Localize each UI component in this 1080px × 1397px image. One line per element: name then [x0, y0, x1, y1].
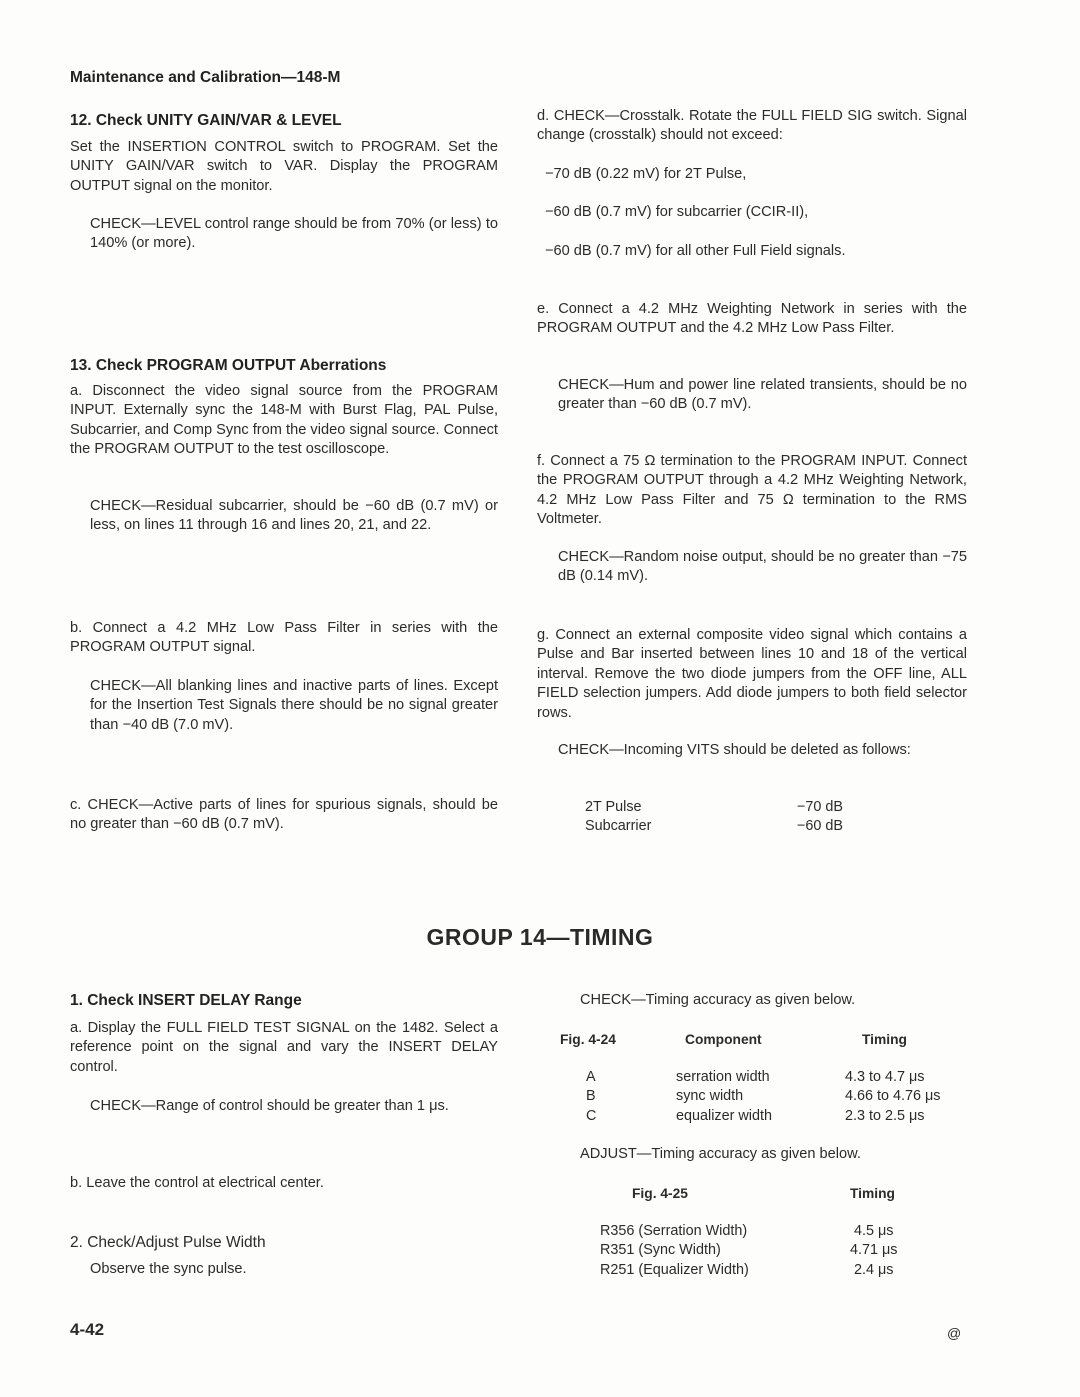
table-cell: B — [586, 1088, 596, 1104]
timing-adjust-table — [600, 1184, 940, 1284]
section-13-title: 13. Check PROGRAM OUTPUT Aberrations — [70, 357, 387, 374]
timing-section-2-title: 2. Check/Adjust Pulse Width — [70, 1234, 266, 1251]
vits-level: −60 dB — [797, 818, 844, 835]
timing-section-1-step-a-check: CHECK—Range of control should be greater than 1 μs. — [90, 1098, 449, 1114]
table-cell: A — [586, 1069, 596, 1085]
vits-level: −70 dB — [797, 799, 844, 815]
step-g-check: CHECK—Incoming VITS should be deleted as follows: — [558, 742, 911, 758]
step-d-item-1: −70 dB (0.22 mV) for 2T Pulse, — [545, 166, 747, 182]
timing-check-table — [560, 1030, 960, 1130]
timing-check-intro: CHECK—Timing accuracy as given below. — [580, 992, 856, 1008]
step-g: g. Connect an external composite video signal which contains a Pulse and Bar inserted between lines 10 and 18 of the vertical interval. Remove the two diode jumpers from the OFF line, ALL FIELD selection jumpers. Add diode jumpers to both field selector rows. — [537, 627, 967, 721]
vits-table — [585, 798, 855, 837]
table-cell: equalizer width — [676, 1108, 772, 1124]
column-header: Timing — [850, 1186, 895, 1201]
copyright-mark: @ — [947, 1325, 962, 1341]
table-cell: 2.4 μs — [854, 1262, 894, 1278]
table-cell: 4.71 μs — [850, 1242, 898, 1258]
table-cell: 4.3 to 4.7 μs — [845, 1069, 925, 1085]
section-13-step-a-check: CHECK—Residual subcarrier, should be −60 dB (0.7 mV) or less, on lines 11 through 16 and lines 20, 21, and 22. — [90, 498, 498, 534]
timing-section-1-title: 1. Check INSERT DELAY Range — [70, 992, 302, 1009]
table-cell: R356 (Serration Width) — [600, 1223, 748, 1239]
table-cell: R251 (Equalizer Width) — [600, 1262, 749, 1278]
timing-section-2-paragraph: Observe the sync pulse. — [90, 1261, 247, 1277]
column-header: Timing — [862, 1032, 907, 1047]
step-f: f. Connect a 75 Ω termination to the PROGRAM INPUT. Connect the PROGRAM OUTPUT through a 4.2 MHz Weighting Network, 4.2 MHz Low Pass Filter and 75 Ω termination to the RMS Voltmeter. — [537, 453, 967, 528]
section-13-step-b: b. Connect a 4.2 MHz Low Pass Filter in series with the PROGRAM OUTPUT signal. — [70, 620, 498, 656]
running-header: Maintenance and Calibration—148-M — [70, 69, 341, 86]
table-row — [585, 817, 855, 836]
step-d-item-2: −60 dB (0.7 mV) for subcarrier (CCIR-II), — [545, 204, 809, 220]
timing-section-1-step-b: b. Leave the control at electrical center. — [70, 1175, 324, 1191]
table-cell: 4.5 μs — [854, 1223, 894, 1239]
section-13-step-c: c. CHECK—Active parts of lines for spurious signals, should be no greater than −60 dB (0.7 mV). — [70, 797, 498, 833]
table-cell: 4.66 to 4.76 μs — [845, 1088, 941, 1104]
step-f-check: CHECK—Random noise output, should be no greater than −75 dB (0.14 mV). — [558, 549, 967, 585]
table-cell: C — [586, 1108, 597, 1124]
step-d-item-3: −60 dB (0.7 mV) for all other Full Field signals. — [545, 243, 846, 259]
column-header: Fig. 4-25 — [632, 1186, 688, 1201]
page-number: 4-42 — [70, 1320, 105, 1339]
section-12-check: CHECK—LEVEL control range should be from 70% (or less) to 140% (or more). — [90, 216, 498, 252]
step-d: d. CHECK—Crosstalk. Rotate the FULL FIELD SIG switch. Signal change (crosstalk) should not exceed: — [537, 108, 967, 144]
step-e-check: CHECK—Hum and power line related transients, should be no greater than −60 dB (0.7 mV). — [558, 377, 967, 413]
step-e: e. Connect a 4.2 MHz Weighting Network in series with the PROGRAM OUTPUT and the 4.2 MHz Low Pass Filter. — [537, 301, 967, 337]
timing-section-1-step-a: a. Display the FULL FIELD TEST SIGNAL on the 1482. Select a reference point on the signal and vary the INSERT DELAY control. — [70, 1020, 498, 1075]
table-cell: sync width — [676, 1088, 744, 1104]
column-header: Fig. 4-24 — [560, 1032, 616, 1047]
table-cell: serration width — [676, 1069, 770, 1085]
timing-adjust-intro: ADJUST—Timing accuracy as given below. — [580, 1146, 861, 1162]
table-row — [585, 798, 855, 817]
table-cell: 2.3 to 2.5 μs — [845, 1108, 925, 1124]
section-12-title: 12. Check UNITY GAIN/VAR & LEVEL — [70, 112, 342, 129]
table-cell: R351 (Sync Width) — [600, 1242, 721, 1258]
section-13-step-a: a. Disconnect the video signal source from the PROGRAM INPUT. Externally sync the 148-M with Burst Flag, PAL Pulse, Subcarrier, and Comp Sync from the video signal source. Connect the PROGRAM OUTPUT to the test oscilloscope. — [70, 383, 498, 458]
vits-signal: 2T Pulse — [585, 799, 642, 815]
section-13-step-b-check: CHECK—All blanking lines and inactive parts of lines. Except for the Insertion Test Signals there should be no signal greater than −40 dB (7.0 mV). — [90, 678, 498, 733]
section-12-paragraph: Set the INSERTION CONTROL switch to PROGRAM. Set the UNITY GAIN/VAR switch to VAR. Display the PROGRAM OUTPUT signal on the monitor. — [70, 139, 498, 194]
vits-signal: Subcarrier — [585, 818, 652, 835]
group-title: GROUP 14—TIMING — [426, 924, 654, 950]
column-header: Component — [685, 1032, 762, 1047]
